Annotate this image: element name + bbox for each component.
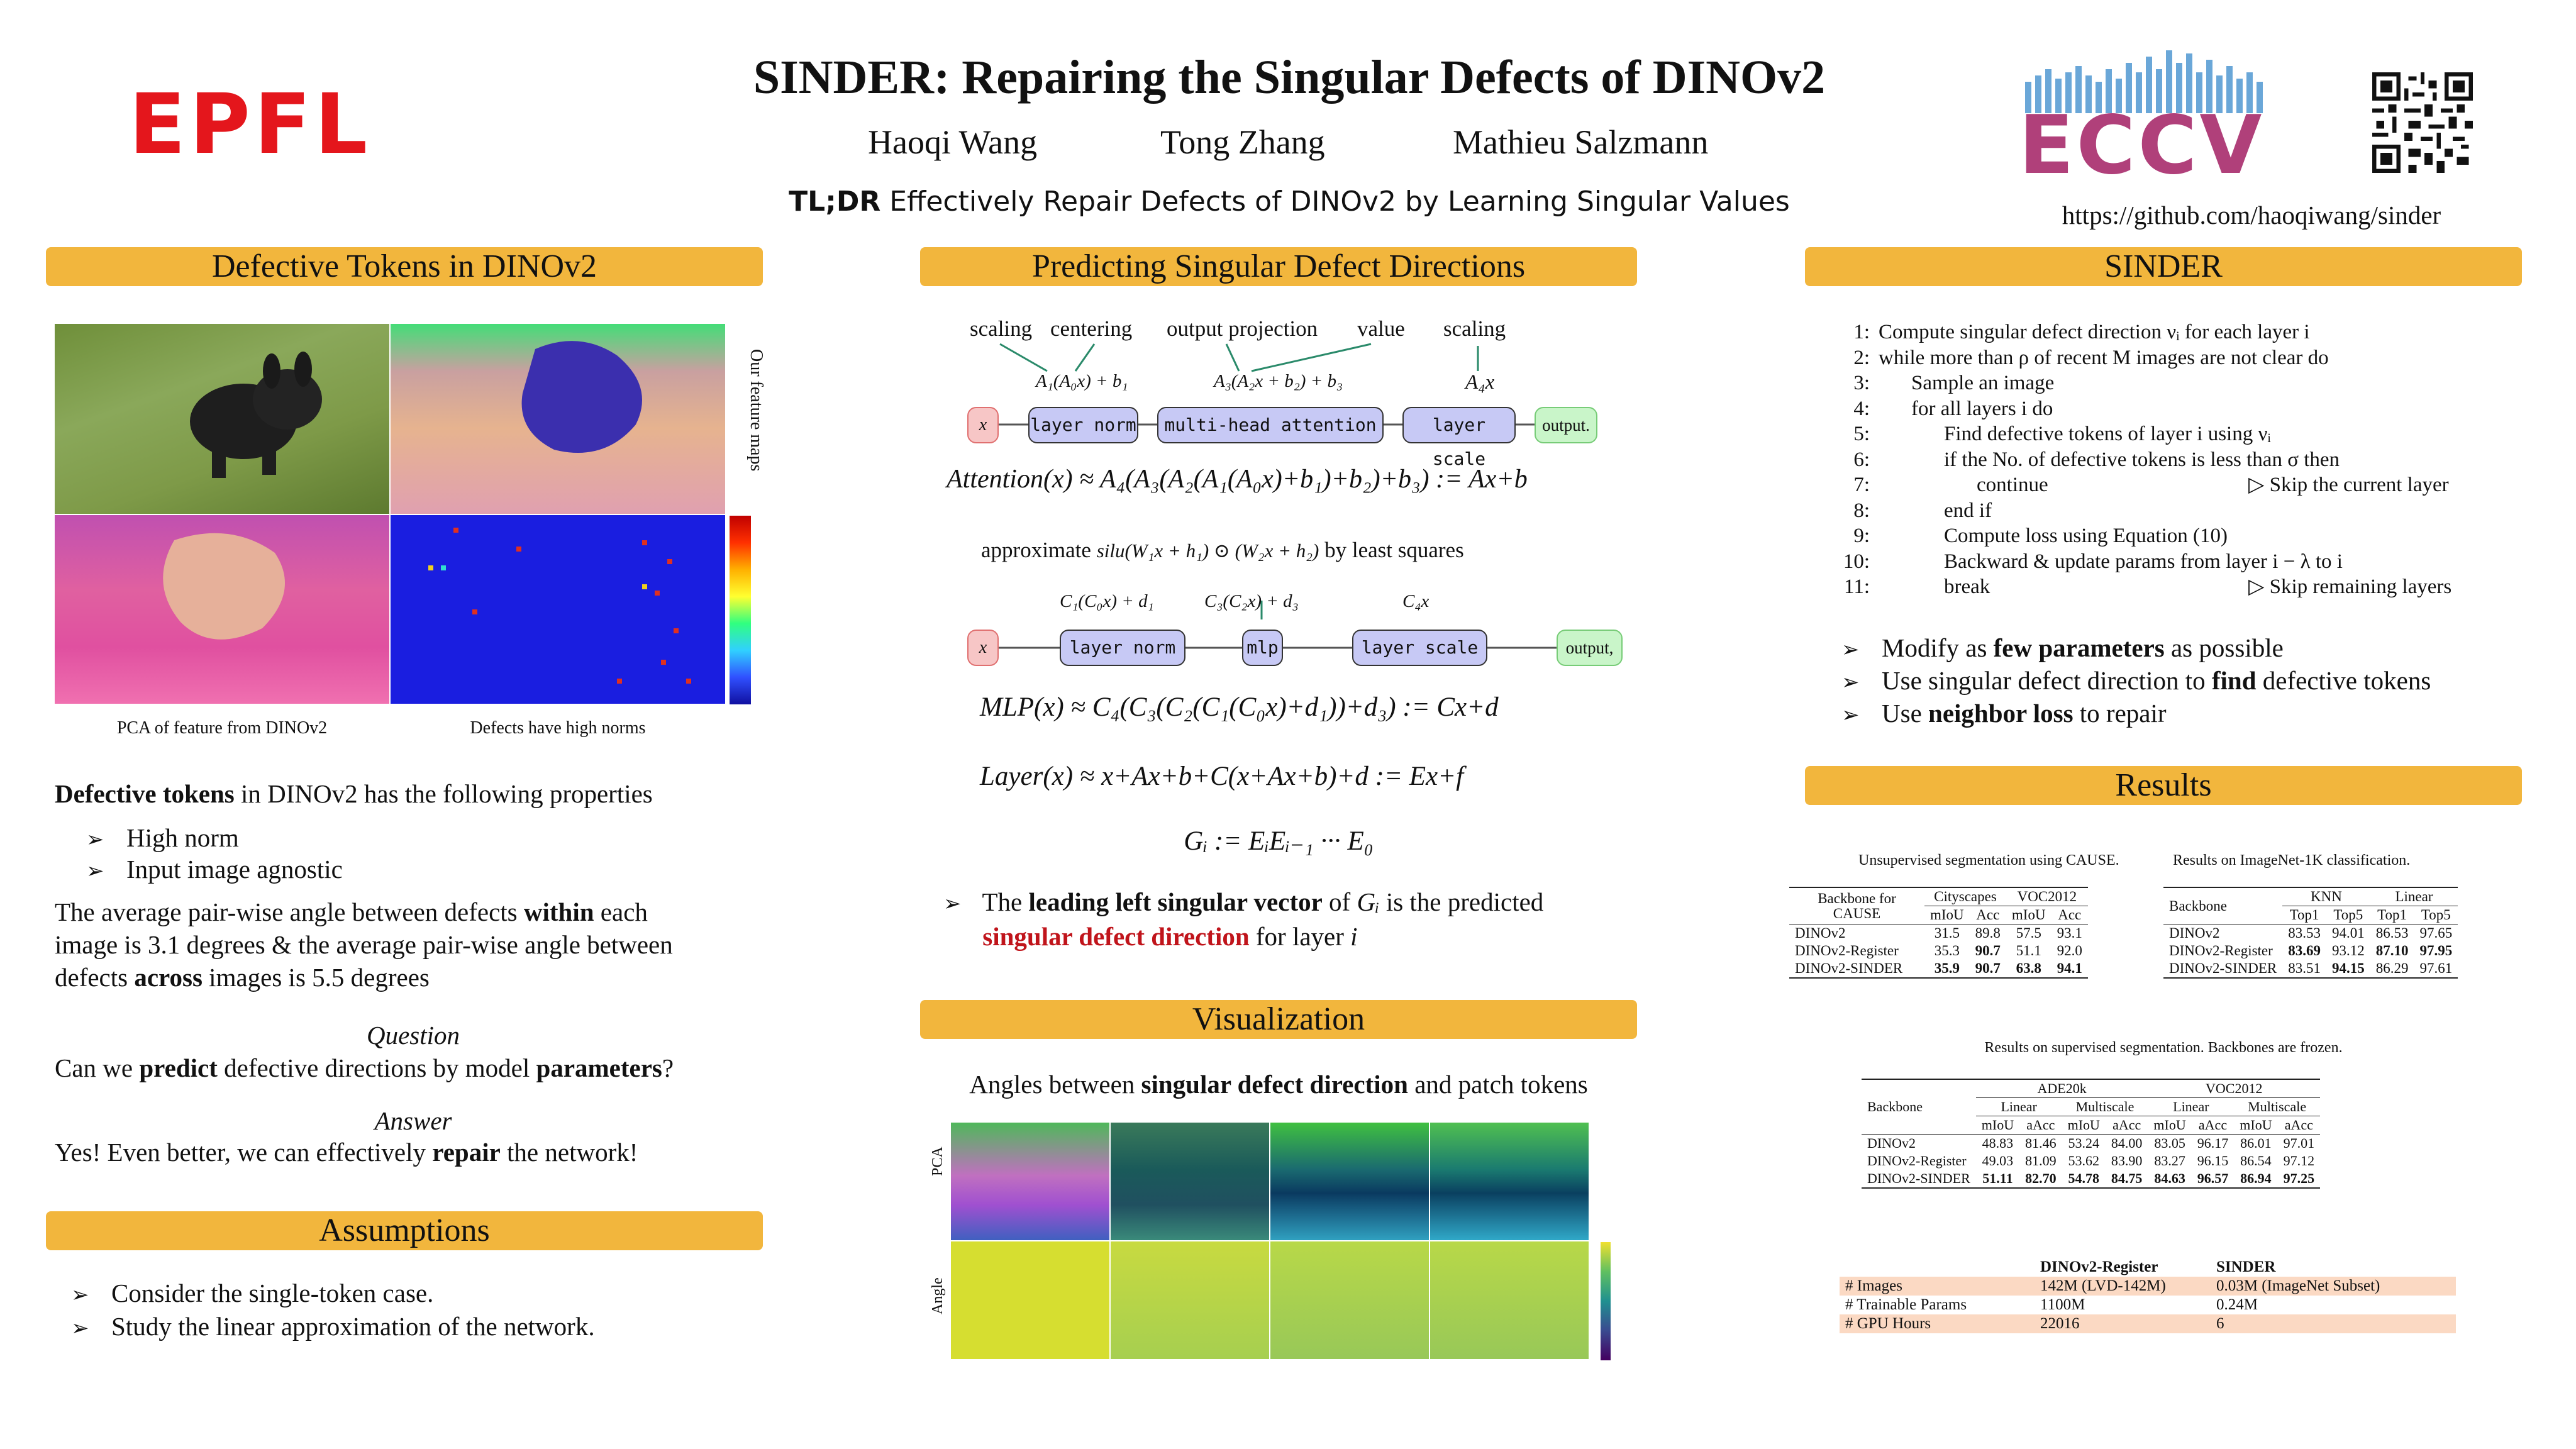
- arrow-icon: ➢: [86, 858, 104, 884]
- epfl-logo: EPFL: [129, 76, 372, 173]
- attention-diagram: [962, 311, 1654, 469]
- cell: 81.46: [2025, 1135, 2057, 1151]
- t1-col: Acc: [1970, 906, 2006, 924]
- heading-predicting: Predicting Singular Defect Directions: [920, 247, 1637, 286]
- p1-a: The average pair-wise angle between defects: [55, 897, 518, 926]
- t1-col: Acc: [2051, 906, 2088, 924]
- bullet-single-token: [71, 1277, 433, 1311]
- b1-bold: few parameters: [1993, 633, 2165, 662]
- cell: 96.15: [2197, 1153, 2229, 1169]
- author-2: Tong Zhang: [1160, 123, 1325, 161]
- line-text: continue: [1977, 474, 2048, 496]
- vis-angle-2: [1111, 1241, 1269, 1359]
- p1-across: across: [134, 963, 203, 992]
- vis-c: and patch tokens: [1414, 1070, 1588, 1099]
- line-text: for all layers i do: [1911, 397, 2053, 420]
- q-parameters: parameters: [536, 1053, 662, 1082]
- t1-col: mIoU: [1924, 906, 1970, 924]
- cell: 92.0: [2057, 943, 2082, 958]
- line-text: Sample an image: [1911, 372, 2055, 394]
- a-c: the network!: [507, 1138, 638, 1167]
- t4-col: [1840, 1258, 2035, 1277]
- row-name: DINOv2: [1795, 925, 1846, 941]
- label-centering: centering: [1050, 316, 1133, 341]
- mlp-diagram: [962, 575, 1654, 676]
- bullet-text: Study the linear approximation of the network.: [111, 1312, 595, 1341]
- visualization-grid: [951, 1123, 1594, 1360]
- cell: 97.12: [2283, 1153, 2315, 1169]
- cell: 86.01: [2240, 1135, 2272, 1151]
- row-name: # Images: [1845, 1277, 1902, 1294]
- cell: 86.29: [2375, 960, 2409, 976]
- b1-a: Modify as: [1882, 633, 1987, 662]
- table-row: [1840, 1314, 2456, 1333]
- bullet-neighbor-loss: [1841, 697, 2167, 731]
- cell: 86.53: [2375, 925, 2409, 941]
- cell: 82.70: [2025, 1170, 2057, 1186]
- cell: 83.27: [2154, 1153, 2185, 1169]
- dog-icon: [55, 324, 389, 514]
- vis-angle-1: [951, 1241, 1109, 1359]
- table-row: [1862, 1152, 2320, 1170]
- table-row: [2163, 960, 2458, 977]
- cell: 90.7: [1975, 943, 2001, 958]
- table-imagenet: [2163, 887, 2458, 979]
- b2-bold: find: [2211, 666, 2257, 695]
- cell: 97.61: [2419, 960, 2453, 976]
- t3-sub: Linear: [1976, 1098, 2062, 1116]
- heading-visualization: Visualization: [920, 1000, 1637, 1039]
- label-value: value: [1357, 316, 1405, 341]
- vis-colorbar: [1601, 1242, 1611, 1360]
- b1-c: as possible: [2170, 633, 2284, 662]
- t4-col: SINDER: [2216, 1258, 2276, 1275]
- vis-pca-1: [951, 1123, 1109, 1240]
- sinder-algorithm: [1833, 319, 2481, 602]
- heading-sinder: SINDER: [1805, 247, 2522, 286]
- row-name: DINOv2-Register: [1867, 1153, 1967, 1169]
- arrow-icon: ➢: [71, 1282, 89, 1307]
- author-3: Mathieu Salzmann: [1453, 123, 1709, 161]
- cell: 97.65: [2419, 925, 2453, 941]
- caption-defects: Defects have high norms: [470, 718, 646, 738]
- heading-results: Results: [1805, 766, 2522, 805]
- q-a: Can we: [55, 1053, 133, 1082]
- layer-scale-box-2: layer scale: [1352, 630, 1487, 666]
- table-row: [1862, 1135, 2320, 1153]
- feature-map-grid: [55, 324, 728, 704]
- bul-direction: singular defect direction: [982, 922, 1250, 951]
- eq-attention: Attention(x) ≈ A₄(A₃(A₂(A₁(A₀x)+b₁)+b₂)+b₃) := Ax+b: [947, 465, 1528, 494]
- t2-col: Top5: [2414, 906, 2458, 924]
- cell: 97.25: [2283, 1170, 2315, 1186]
- bul-leading: leading left singular vector: [1028, 887, 1323, 916]
- b2-a: Use singular defect direction to: [1882, 666, 2206, 695]
- cell: 22016: [2040, 1315, 2080, 1332]
- q-predict: predict: [139, 1053, 218, 1082]
- feature-map-side-label: Our feature maps: [747, 349, 766, 472]
- github-link[interactable]: https://github.com/haoqiwang/sinder: [2062, 201, 2441, 230]
- arrow-icon: ➢: [943, 891, 962, 916]
- table-row: [2163, 942, 2458, 960]
- cell: 63.8: [2016, 960, 2041, 976]
- term-c3: C₃(C₂x) + d₃: [1204, 591, 1299, 611]
- line-text: while more than ρ of recent M images are not clear do: [1879, 346, 2329, 369]
- cell: 51.11: [1982, 1170, 2013, 1186]
- line-number: 2:: [1853, 346, 1870, 369]
- bullet-text: High norm: [126, 823, 239, 852]
- line-text: break: [1944, 575, 1990, 598]
- cell: 49.03: [1982, 1153, 2014, 1169]
- row-name: DINOv2: [2169, 925, 2220, 941]
- table-row: [1862, 1170, 2320, 1187]
- arrow-icon: ➢: [1841, 637, 1860, 662]
- t3-col: aAcc: [2192, 1116, 2235, 1135]
- qr-code-icon[interactable]: [2372, 72, 2473, 173]
- visualization-subtitle: [920, 1068, 1637, 1101]
- line-text: Compute singular defect direction νᵢ for each layer i: [1879, 321, 2310, 343]
- cell: 142M (LVD-142M): [2040, 1277, 2166, 1294]
- cell: 94.1: [2057, 960, 2082, 976]
- cell: 51.1: [2016, 943, 2041, 958]
- label-pca: PCA: [930, 1146, 946, 1176]
- cell: 0.24M: [2216, 1296, 2258, 1313]
- approx-line: [981, 538, 1464, 563]
- author-1: Haoqi Wang: [868, 123, 1038, 161]
- vis-pca-2: [1111, 1123, 1269, 1240]
- cell: 94.15: [2331, 960, 2365, 976]
- cell: 93.12: [2331, 943, 2365, 958]
- a-repair: repair: [432, 1138, 501, 1167]
- vis-angle-4: [1430, 1241, 1589, 1359]
- caption-pca: PCA of feature from DINOv2: [116, 718, 328, 738]
- cell: 0.03M (ImageNet Subset): [2216, 1277, 2380, 1294]
- cell: 84.75: [2111, 1170, 2143, 1186]
- t3-col: mIoU: [1976, 1116, 2019, 1135]
- table-row: [1840, 1277, 2456, 1296]
- mha-box: multi-head attention: [1157, 407, 1384, 443]
- bullet-find: [1841, 664, 2431, 699]
- t1-col: mIoU: [2006, 906, 2051, 924]
- approx-a: approximate: [981, 538, 1091, 562]
- p1-c: each: [600, 897, 648, 926]
- cell: 35.3: [1934, 943, 1960, 958]
- t3-group-ade: ADE20k: [1976, 1080, 2148, 1098]
- t3-sub: Multiscale: [2062, 1098, 2148, 1116]
- singular-vector-bullet: [943, 886, 1648, 953]
- t3-col: aAcc: [2278, 1116, 2321, 1135]
- t3-sub: Linear: [2148, 1098, 2234, 1116]
- q-c: defective directions by model: [224, 1053, 530, 1082]
- cell: 54.78: [2068, 1170, 2099, 1186]
- tldr-label: TL;DR: [789, 186, 881, 218]
- p1-within: within: [523, 897, 594, 926]
- question-label: Question: [366, 1021, 460, 1050]
- line-text: Backward & update params from layer i − λ to i: [1944, 550, 2343, 573]
- t2-group-linear: Linear: [2370, 888, 2458, 906]
- row-name: DINOv2-Register: [2169, 943, 2273, 958]
- row-name: DINOv2-SINDER: [1795, 960, 1903, 976]
- line-text: if the No. of defective tokens is less than σ then: [1944, 448, 2340, 471]
- line-number: 6:: [1853, 448, 1870, 471]
- cell: 83.53: [2288, 925, 2321, 941]
- bullet-agnostic: [86, 853, 343, 887]
- term-c4: C₄x: [1402, 591, 1430, 611]
- row-name: DINOv2: [1867, 1135, 1916, 1151]
- table-cost: [1840, 1258, 2456, 1333]
- t1-group-voc: VOC2012: [2006, 888, 2088, 906]
- eccv-logo: [2019, 44, 2296, 192]
- vis-pca-3: [1270, 1123, 1429, 1240]
- dog-photo: [55, 324, 389, 514]
- output-box-2: output,: [1557, 630, 1623, 666]
- b2-c: defective tokens: [2262, 666, 2431, 695]
- table-row: [1840, 1296, 2456, 1314]
- bullet-text: Input image agnostic: [126, 855, 343, 884]
- eq-mlp: MLP(x) ≈ C₄(C₃(C₂(C₁(C₀x)+d₁))+d₃) := Cx+d: [980, 692, 1499, 722]
- p1-e: defects: [55, 963, 128, 992]
- bul-i: i: [1350, 922, 1358, 951]
- cell: 94.01: [2331, 925, 2365, 941]
- vis-a: Angles between: [969, 1070, 1135, 1099]
- line-number: 4:: [1853, 397, 1870, 420]
- bullet-high-norm: [86, 821, 239, 856]
- layer-norm-box-1: layer norm: [1028, 407, 1138, 443]
- cell: 97.01: [2283, 1135, 2315, 1151]
- bul-a: The: [982, 887, 1023, 916]
- cell: 31.5: [1934, 925, 1960, 941]
- table-row: [2163, 924, 2458, 943]
- vis-b: singular defect direction: [1141, 1070, 1408, 1099]
- t3-col: mIoU: [2062, 1116, 2106, 1135]
- heading-assumptions: Assumptions: [46, 1211, 763, 1250]
- layer-scale-box-1: layer scale: [1402, 407, 1516, 443]
- line-number: 3:: [1853, 372, 1870, 394]
- t2-col: Top1: [2282, 906, 2326, 924]
- output-box-1: output.: [1535, 407, 1597, 443]
- term-a3: A₃(A₂x + b₂) + b₃: [1214, 371, 1343, 391]
- tldr: [629, 186, 1950, 218]
- poster-title: SINDER: Repairing the Singular Defects of DINOv2: [753, 51, 1826, 104]
- approx-formula: silu(W₁x + h₁) ⊙ (W₂x + h₂): [1096, 540, 1319, 562]
- vis-pca-4: [1430, 1123, 1589, 1240]
- t2-group-knn: KNN: [2282, 888, 2370, 906]
- t3-backbone: Backbone: [1862, 1080, 1976, 1135]
- line-number: 5:: [1853, 423, 1870, 445]
- eccv-text: ECCV: [2019, 99, 2265, 192]
- cell: 86.94: [2240, 1170, 2272, 1186]
- t3-sub: Multiscale: [2234, 1098, 2320, 1116]
- b3-bold: neighbor loss: [1928, 699, 2074, 728]
- t3-group-voc: VOC2012: [2148, 1080, 2320, 1098]
- cell: 53.24: [2068, 1135, 2099, 1151]
- eq-layer: Layer(x) ≈ x+Ax+b+C(x+Ax+b)+d := Ex+f: [980, 762, 1464, 791]
- t4-col: DINOv2-Register: [2040, 1258, 2158, 1275]
- bul-c: of: [1329, 887, 1351, 916]
- cell: 83.69: [2288, 943, 2321, 958]
- cell: 83.90: [2111, 1153, 2143, 1169]
- cell: 84.63: [2154, 1170, 2185, 1186]
- cell: 48.83: [1982, 1135, 2014, 1151]
- cell: 53.62: [2068, 1153, 2099, 1169]
- colorbar: [730, 516, 751, 704]
- t1-group-cityscapes: Cityscapes: [1924, 888, 2006, 906]
- norm-map: [391, 515, 725, 704]
- answer-text: [55, 1136, 772, 1169]
- question-text: [55, 1052, 772, 1084]
- layer-norm-box-2: layer norm: [1060, 630, 1185, 666]
- t3-col: aAcc: [2106, 1116, 2148, 1135]
- line-number: 7:: [1853, 474, 1870, 496]
- table1-caption: Unsupervised segmentation using CAUSE.: [1858, 852, 2119, 869]
- term-a4: A₄x: [1465, 371, 1495, 394]
- answer-label: Answer: [374, 1106, 452, 1135]
- cell: 35.9: [1934, 960, 1960, 976]
- table-row: [1789, 960, 2088, 977]
- cell: 1100M: [2040, 1296, 2085, 1313]
- angle-paragraph: [55, 896, 772, 994]
- table-row: [1789, 924, 2088, 943]
- p1-g: images is 5.5 degrees: [209, 963, 430, 992]
- cell: 83.51: [2288, 960, 2321, 976]
- b3-c: to repair: [2079, 699, 2167, 728]
- a-a: Yes! Even better, we can effectively: [55, 1138, 426, 1167]
- pca-map-2: [55, 515, 389, 704]
- table-row: [1789, 942, 2088, 960]
- cell: 84.00: [2111, 1135, 2143, 1151]
- q-e: ?: [662, 1053, 674, 1082]
- arrow-icon: ➢: [86, 827, 104, 852]
- line-number: 10:: [1843, 550, 1870, 573]
- line-text: Compute loss using Equation (10): [1944, 525, 2228, 547]
- row-name: DINOv2-SINDER: [1867, 1170, 1970, 1186]
- row-name: DINOv2-SINDER: [2169, 960, 2277, 976]
- t2-col: Top1: [2370, 906, 2414, 924]
- intro-bold: Defective tokens: [55, 779, 235, 808]
- row-name: DINOv2-Register: [1795, 943, 1899, 958]
- t2-backbone: Backbone: [2163, 888, 2282, 924]
- label-angle: Angle: [930, 1277, 946, 1314]
- table-cause: [1789, 887, 2088, 979]
- cell: 96.17: [2197, 1135, 2229, 1151]
- line-number: 1:: [1853, 321, 1870, 343]
- row-name: # Trainable Params: [1845, 1296, 1967, 1313]
- cell: 6: [2216, 1315, 2224, 1332]
- cell: 97.95: [2419, 943, 2453, 958]
- heading-defective-tokens: Defective Tokens in DINOv2: [46, 247, 763, 286]
- cell: 81.09: [2025, 1153, 2057, 1169]
- bullet-text: Consider the single-token case.: [111, 1279, 434, 1307]
- arrow-icon: ➢: [71, 1316, 89, 1341]
- label-scaling-2: scaling: [1443, 316, 1506, 341]
- bullet-few-params: [1841, 631, 2284, 666]
- x-input-box-2: x: [967, 630, 999, 666]
- table3-caption: Results on supervised segmentation. Backbones are frozen.: [1984, 1040, 2343, 1056]
- bul-g: Gᵢ: [1357, 887, 1380, 916]
- term-c1: C₁(C₀x) + d₁: [1060, 591, 1154, 611]
- x-input-box: x: [967, 407, 999, 443]
- eq-g: Gᵢ := EᵢEᵢ₋₁ ··· E₀: [1184, 826, 1374, 856]
- cell: 86.54: [2240, 1153, 2272, 1169]
- t2-col: Top5: [2326, 906, 2370, 924]
- table-supervised-seg: [1862, 1079, 2320, 1189]
- t3-col: mIoU: [2148, 1116, 2191, 1135]
- cell: 83.05: [2154, 1135, 2185, 1151]
- line-comment: ▷ Skip the current layer: [2248, 474, 2449, 496]
- b3-a: Use: [1882, 699, 1922, 728]
- cell: 90.7: [1975, 960, 2001, 976]
- line-comment: ▷ Skip remaining layers: [2248, 575, 2452, 598]
- cell: 93.1: [2057, 925, 2082, 941]
- label-output-projection: output projection: [1167, 316, 1318, 341]
- line-text: Find defective tokens of layer i using νᵢ: [1944, 423, 2271, 445]
- cell: 57.5: [2016, 925, 2041, 941]
- t1-backbone: Backbone for CAUSE: [1789, 888, 1924, 924]
- bul-g-text: for layer: [1255, 922, 1344, 951]
- table2-caption: Results on ImageNet-1K classification.: [2173, 852, 2411, 869]
- vis-angle-3: [1270, 1241, 1429, 1359]
- intro-rest: in DINOv2 has the following properties: [241, 779, 653, 808]
- cell: 96.57: [2197, 1170, 2229, 1186]
- label-scaling-1: scaling: [970, 316, 1033, 341]
- line-number: 9:: [1853, 525, 1870, 547]
- mlp-box: mlp: [1242, 630, 1283, 666]
- line-text: end if: [1944, 499, 1992, 522]
- p1-d: image is 3.1 degrees & the average pair-wise angle between: [55, 930, 673, 959]
- defective-intro: [55, 777, 772, 810]
- line-number: 11:: [1844, 575, 1870, 598]
- cell: 87.10: [2375, 943, 2409, 958]
- term-a1: A₁(A₀x) + b₁: [1036, 371, 1128, 391]
- t3-col: aAcc: [2019, 1116, 2062, 1135]
- row-name: # GPU Hours: [1845, 1315, 1931, 1332]
- approx-c: by least squares: [1324, 538, 1464, 562]
- cell: 89.8: [1975, 925, 2001, 941]
- bul-e: is the predicted: [1385, 887, 1544, 916]
- arrow-icon: ➢: [1841, 670, 1860, 695]
- line-number: 8:: [1853, 499, 1870, 522]
- pca-map-1: [391, 324, 725, 514]
- arrow-icon: ➢: [1841, 702, 1860, 728]
- bullet-linear-approx: [71, 1310, 595, 1345]
- tldr-text: Effectively Repair Defects of DINOv2 by Learning Singular Values: [889, 186, 1790, 218]
- t3-col: mIoU: [2234, 1116, 2277, 1135]
